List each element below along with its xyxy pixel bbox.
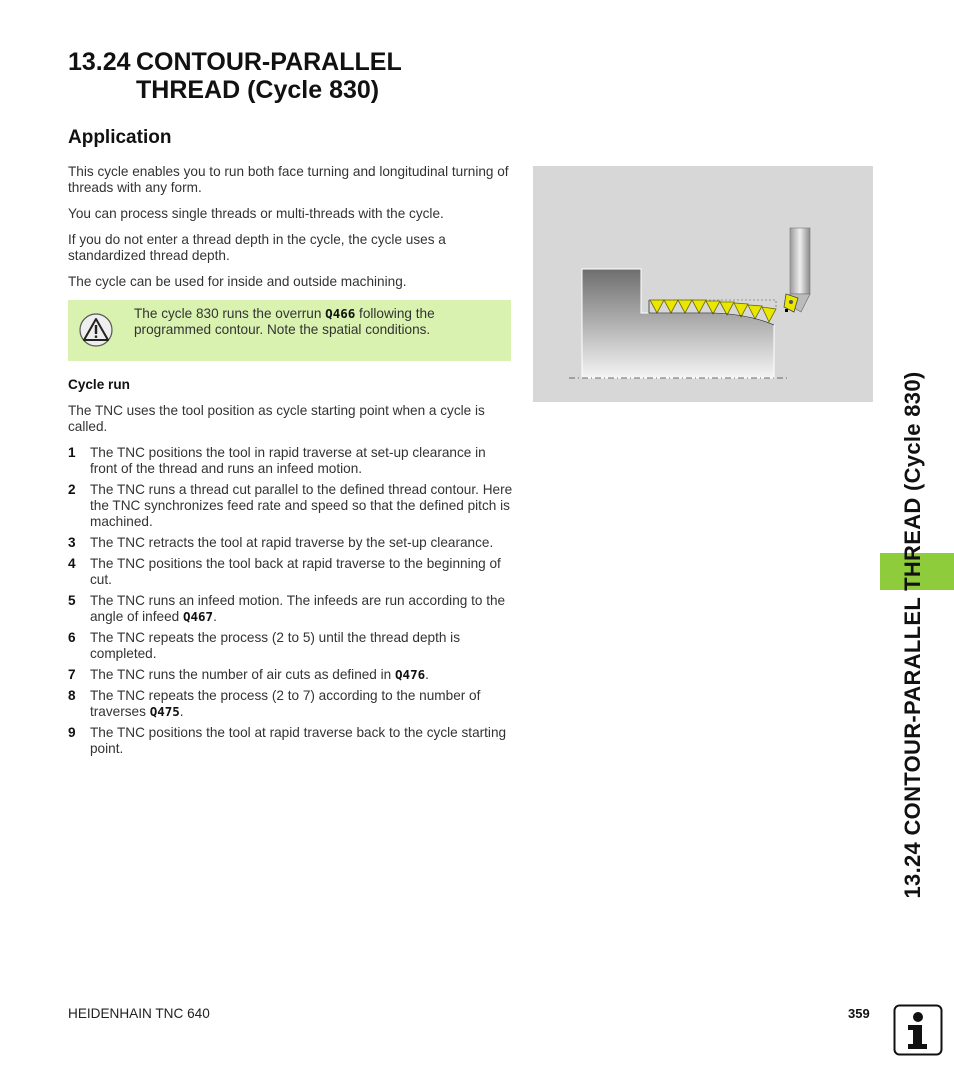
page-number: 359: [848, 1006, 870, 1021]
paragraph: You can process single threads or multi-threads with the cycle.: [68, 206, 444, 221]
list-item: 2 The TNC runs a thread cut parallel to the defined thread contour. Here the TNC synchronizes feed rate and speed so that the defined pitch is machined.: [68, 482, 513, 529]
cycle-run-heading: Cycle run: [68, 377, 130, 392]
warning-note: [68, 300, 511, 361]
info-icon: [893, 1004, 943, 1056]
list-item: 8 The TNC repeats the process (2 to 7) according to the number of traverses Q475.: [68, 688, 481, 719]
steps-list: [68, 445, 513, 757]
note-text-end: following the programmed contour. Note the spatial conditions.: [134, 306, 435, 337]
list-item: 3 The TNC retracts the tool at rapid traverse by the set-up clearance.: [68, 535, 494, 550]
warning-text: [134, 306, 504, 338]
paragraph: This cycle enables you to run both face turning and longitudinal turning of threads with any form.: [68, 164, 509, 195]
section-heading: Application: [68, 127, 172, 148]
list-item: 5 The TNC runs an infeed motion. The infeeds are run according to the angle of infeed Q467.: [68, 593, 506, 624]
thread-figure: [533, 166, 873, 402]
list-item: 1 The TNC positions the tool in rapid traverse at set-up clearance in front of the thread and runs an infeed motion.: [68, 445, 486, 476]
title-line-1: CONTOUR-PARALLEL: [136, 48, 402, 76]
param-code: Q476: [395, 667, 426, 682]
note-text: The cycle 830 runs the overrun: [134, 306, 326, 321]
title-line-2: THREAD (Cycle 830): [136, 76, 380, 104]
list-item: 9 The TNC positions the tool at rapid traverse back to the cycle starting point.: [68, 725, 507, 756]
cycle-run-intro: The TNC uses the tool position as cycle starting point when a cycle is called.: [68, 403, 485, 434]
warning-triangle-icon: [78, 313, 114, 347]
footer-product: HEIDENHAIN TNC 640: [68, 1006, 210, 1021]
param-code: Q475: [149, 704, 180, 719]
thread-illustration: [533, 166, 873, 402]
list-item: 4 The TNC positions the tool back at rapid traverse to the beginning of cut.: [68, 556, 501, 587]
param-code: Q467: [182, 609, 214, 624]
list-item: 6 The TNC repeats the process (2 to 5) until the thread depth is completed.: [68, 630, 460, 661]
page-title: [68, 48, 402, 104]
paragraph: The cycle can be used for inside and outside machining.: [68, 274, 407, 289]
note-code: Q466: [325, 306, 356, 321]
list-item: 7 The TNC runs the number of air cuts as defined in Q476.: [68, 667, 429, 682]
paragraph: If you do not enter a thread depth in the cycle, the cycle uses a standardized thread depth.: [68, 232, 446, 263]
section-number: 13.24: [68, 48, 131, 76]
body-column: [68, 164, 513, 762]
